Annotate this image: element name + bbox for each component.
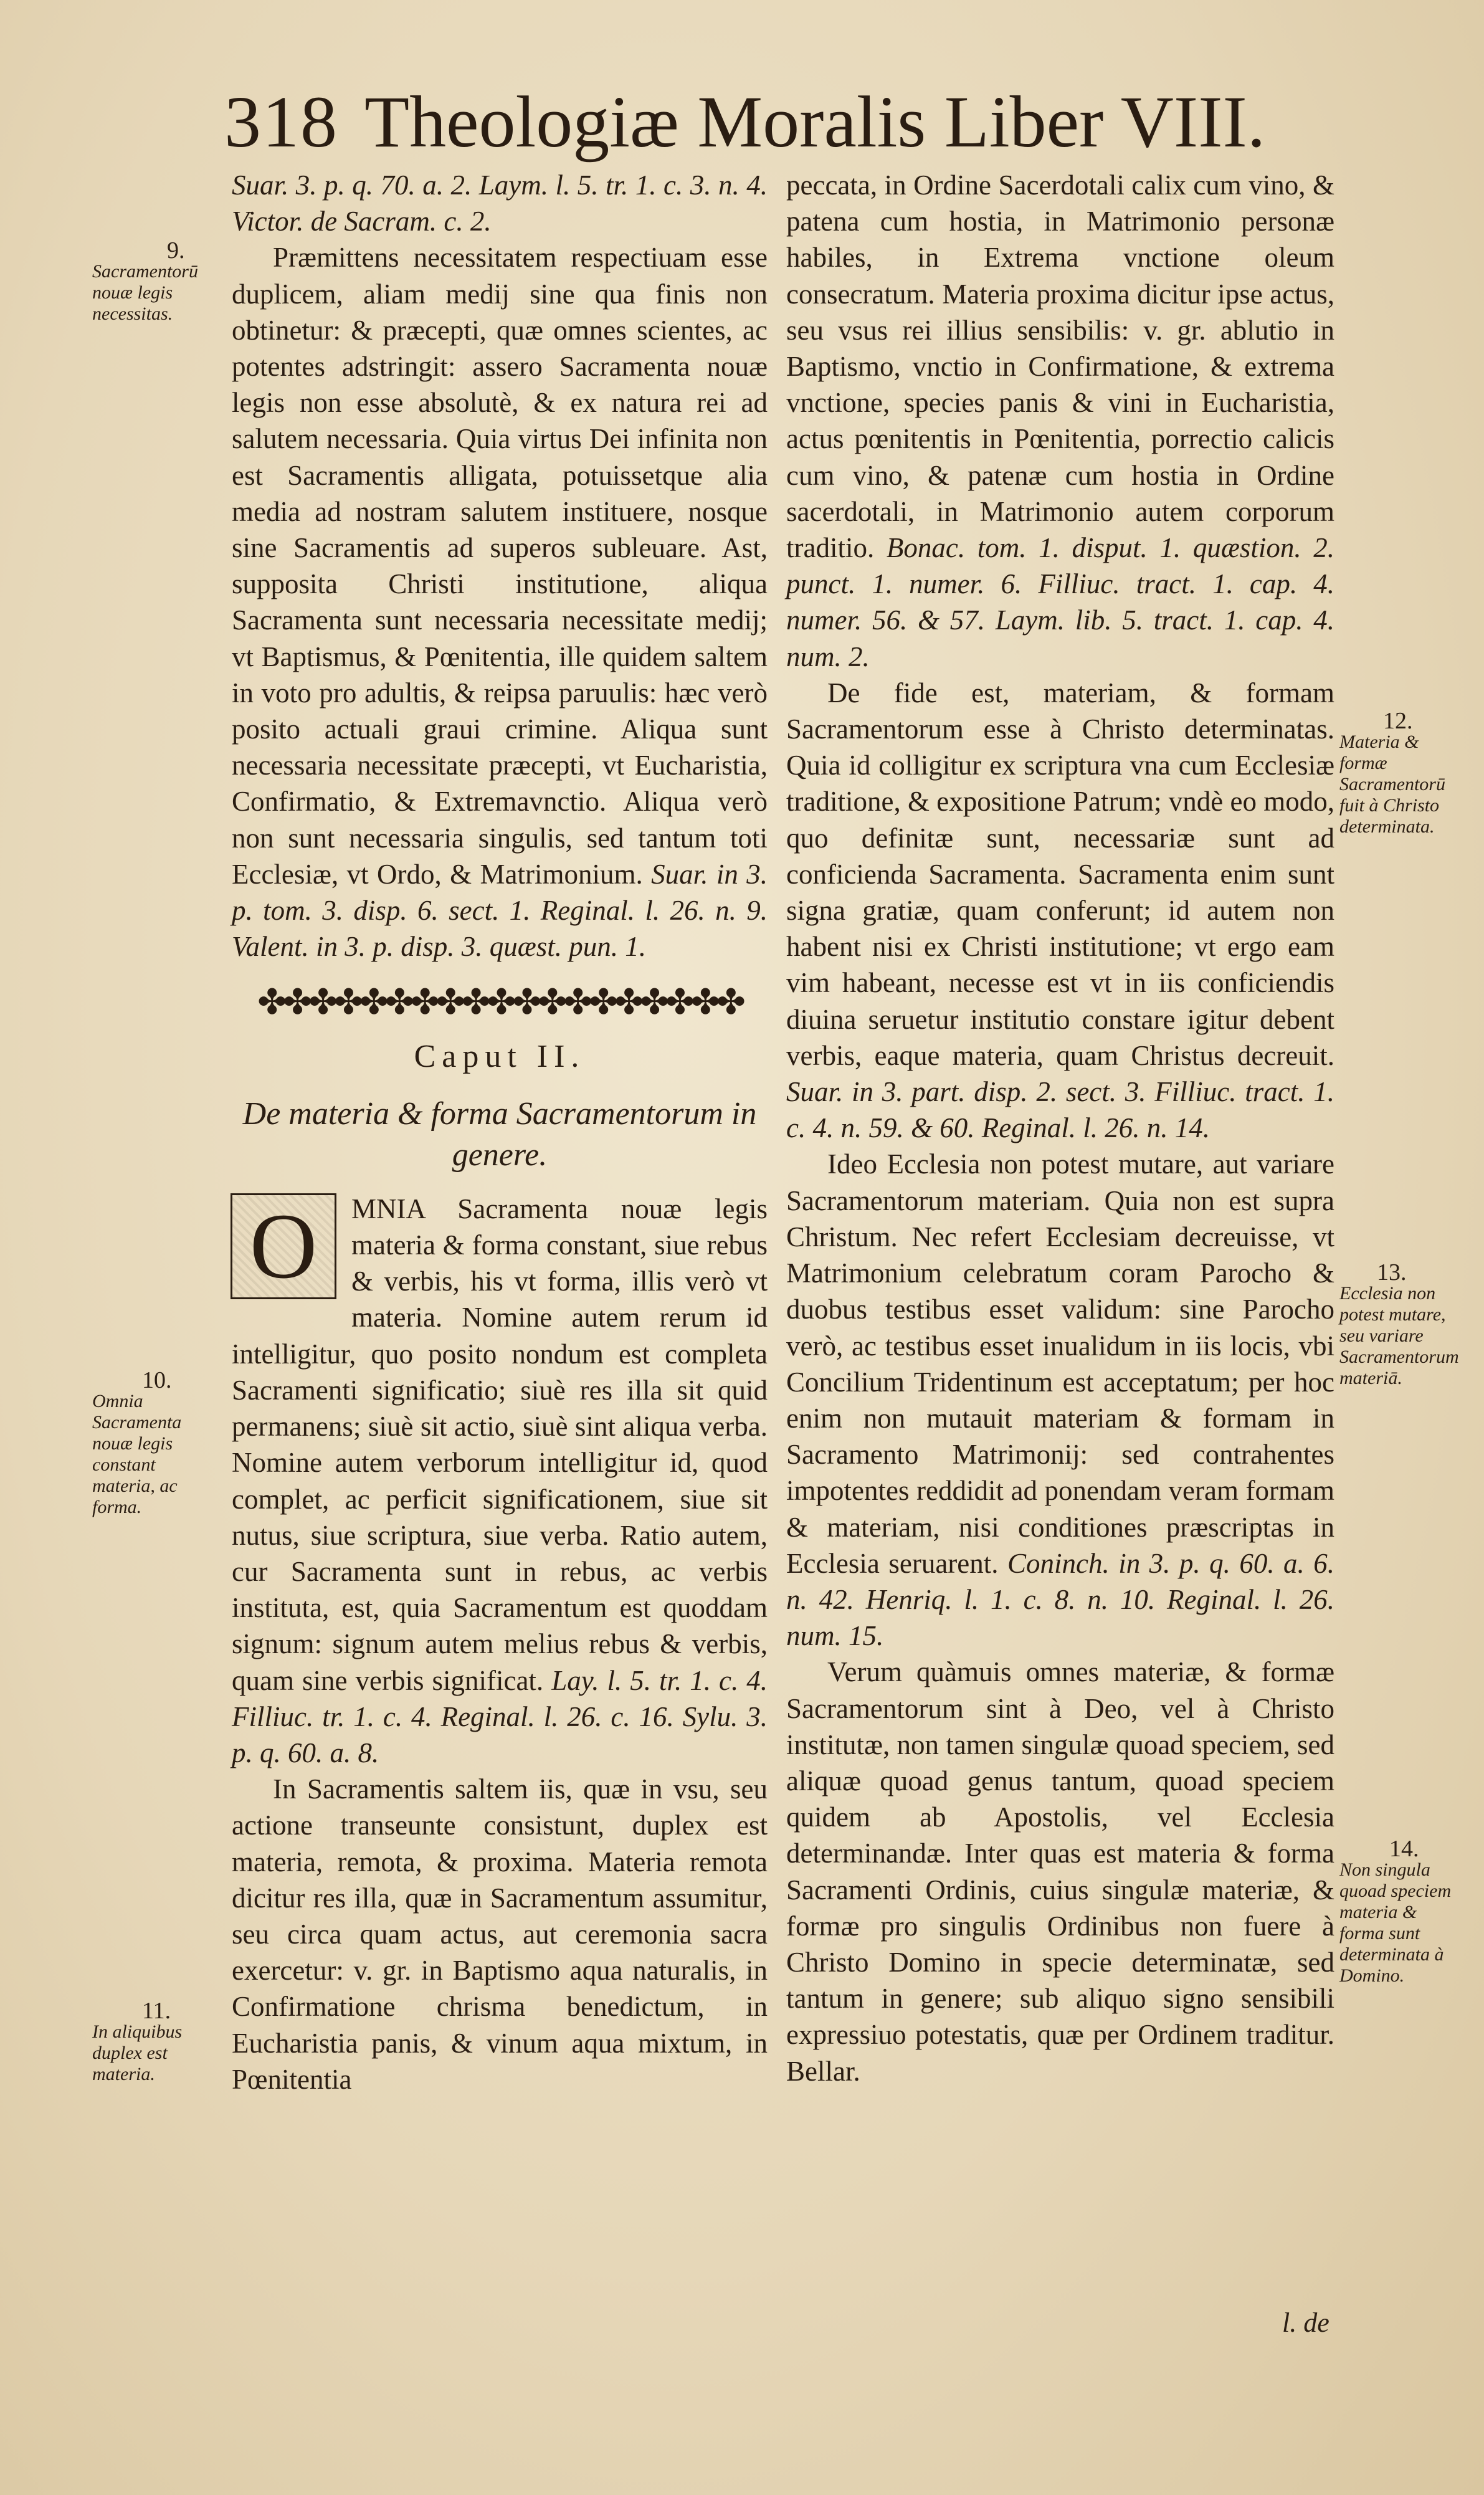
running-title: Theologiæ Moralis Liber VIII. — [364, 81, 1266, 163]
catchword: l. de — [1282, 2307, 1329, 2338]
margin-note-11 — [92, 2000, 217, 2085]
drop-cap — [231, 1193, 343, 1305]
margin-note-11-number: 11. — [142, 1998, 171, 2024]
paragraph-14: Verum quàmuis omnes materiæ, & formæ Sacramentorum sint à Deo, vel à Christo institutæ, non tamen singulæ quoad speciem, sed aliquæ quoad genus tantum, quoad speciem quidem ab Apostolis, vel Ecclesia determinandæ. Inter quas est materia & forma Sacramenti Ordinis, cuius singulæ materiæ, & formæ pro singulis Ordinibus non fuere à Christo Domino in specie determinatæ, sed tantum in genere; sub aliquo signo sensibili expressiuo potestatis, quæ per Ordinem traditur. Bellar. — [786, 1656, 1334, 2087]
margin-note-14 — [1339, 1838, 1464, 1987]
paragraph-12-citation: Suar. in 3. part. disp. 2. sect. 3. Filliuc. tract. 1. c. 4. n. 59. & 60. Reginal. l. 26. n. 14. — [786, 1076, 1334, 1144]
margin-note-14-text: Non singula quoad speciem materia & forma sunt determinata à Domino. — [1339, 1859, 1452, 1986]
margin-note-9 — [92, 237, 217, 325]
opening-citation: Suar. 3. p. q. 70. a. 2. Laym. l. 5. tr. 1. c. 3. n. 4. Victor. de Sacram. c. 2. — [232, 169, 768, 237]
margin-note-10-number: 10. — [142, 1367, 172, 1393]
left-column — [232, 167, 768, 2097]
continued-text: peccata, in Ordine Sacerdotali calix cum vino, & patena cum hostia, in Matrimonio personæ habiles, in Extrema vnctione oleum consecratum. Materia proxima dicitur ipse actus, seu vsus rei illius sensibilis: v. gr. ablutio in Baptismo, vnctio in Confirmatione, & extrema vnctione, species panis & vini in Eucharistia, actus pœnitentis in Pœnitentia, porrectio calicis cum vino, & patenæ cum hostia in Ordine sacerdotali, in Matrimonio autem corporum traditio. — [786, 169, 1334, 564]
paragraph-13-text: Ideo Ecclesia non potest mutare, aut variare Sacramentorum materiam. Quia non est supra Christum. Nec refert Ecclesiam decreuisse, vt Matrimonium celebratum coram Parocho & duobus testibus esset validum: sine Parocho verò, ac testibus esset inualidum in iis locis, vbi Concilium Tridentinum est acceptatum; per hoc enim non mutauit materiam & formam in Sacramento Matrimonij: sed contrahentes impotentes reddidit ad ponendam veram formam & materiam, nisi conditiones præscriptas in Ecclesia seruarent. — [786, 1148, 1334, 1579]
paragraph-12-text: De fide est, materiam, & formam Sacramentorum esse à Christo determinatas. Quia id colligitur ex scriptura vna cum Ecclesiæ traditione, & expositione Patrum; vndè eo modo, quo definitæ sunt, necessariæ sunt ad conficienda Sacramenta. Sacramenta enim sunt signa gratiæ, quam conferunt; id autem non habent nisi ex Christi institutione; vt ergo eam vim habeant, necesse est vt in iis conficiendis diuina seruetur institutio constare igitur debent verbis, eaque materia, quam Christus decreuit. — [786, 677, 1334, 1071]
margin-note-13 — [1339, 1259, 1464, 1389]
paragraph-9-citation: Suar. in 3. p. tom. 3. disp. 6. sect. 1. Reginal. l. 26. n. 9. Valent. in 3. p. disp. 3. quæst. pun. 1. — [232, 858, 768, 963]
initial-letter: O — [249, 1194, 318, 1298]
paragraph-10 — [232, 1191, 768, 1771]
paragraph-10-citation: Lay. l. 5. tr. 1. c. 4. Filliuc. tr. 1. c. 4. Reginal. l. 26. c. 16. Sylu. 3. p. q. 60. a. 8. — [232, 1664, 768, 1768]
paragraph-10-text: MNIA Sacramenta nouæ legis materia & forma constant, siue rebus & verbis, his vt forma, illis verò vt materia. Nomine autem rerum id intelligitur, quo posito nondum est completa Sacramenti significatio; siuè res illa sit quid permanens; siuè sit actio, siuè sint aliqua verba. Nomine autem verborum intelligitur id, quod complet, ac perficit significationem, siue sit nutus, siue scriptura, siue verba. Ratio autem, cur Sacramenta sunt in rebus, ac verbis instituta, est, quia Sacramentum est quoddam signum: signum autem melius rebus & verbis, quam sine verbis significat. — [232, 1193, 768, 1696]
continued-citation: Bonac. tom. 1. disput. 1. quæstion. 2. punct. 1. numer. 6. Filliuc. tract. 1. cap. 4. numer. 56. & 57. Laym. lib. 5. tract. 1. cap. 4. num. 2. — [786, 532, 1335, 672]
margin-note-12-number: 12. — [1383, 708, 1413, 734]
paragraph-13-citation: Coninch. in 3. p. q. 60. a. 6. n. 42. Henriq. l. 1. c. 8. n. 10. Reginal. l. 26. num. 15. — [786, 1547, 1334, 1652]
margin-note-13-number: 13. — [1377, 1259, 1407, 1286]
margin-note-12-text: Materia & formæ Sacramentorū fuit à Christo determinata. — [1339, 732, 1445, 837]
margin-note-11-text: In aliquibus duplex est materia. — [92, 2021, 183, 2084]
margin-note-13-text: Ecclesia non potest mutare, seu variare Sacramentorum materiā. — [1339, 1283, 1459, 1388]
chapter-heading: Caput II. — [414, 1038, 586, 1074]
paragraph-13 — [786, 1146, 1334, 1654]
margin-note-10-text: Omnia Sacramenta nouæ legis constant materia, ac forma. — [92, 1391, 182, 1517]
decorated-initial — [231, 1193, 336, 1299]
margin-note-12 — [1339, 710, 1464, 837]
paragraph-12 — [786, 675, 1334, 1147]
margin-note-10 — [92, 1367, 217, 1518]
paragraph-11: In Sacramentis saltem iis, quæ in vsu, seu actione transeunte consistunt, duplex est materia, remota, & proxima. Materia remota dicitur res illa, quæ in Sacramentum assumitur, seu circa quam actus, aut ceremonia sacra exercetur: v. gr. in Baptismo aqua naturalis, in Confirmatione chrisma benedictum, in Eucharistia panis, & vinum aqua mixtum, in Pœnitentia — [232, 1773, 768, 2095]
margin-note-9-text: Sacramentorū nouæ legis necessitas. — [92, 261, 198, 324]
ornament-divider: ✤✤✤✤✤✤✤✤✤✤✤✤✤✤✤✤✤✤✤ — [257, 983, 742, 1023]
page-header — [224, 80, 1283, 173]
margin-note-14-number: 14. — [1389, 1836, 1419, 1862]
margin-note-9-number: 9. — [167, 237, 185, 264]
page-number: 318 — [224, 81, 338, 163]
continued-paragraph — [786, 167, 1334, 675]
paragraph-9 — [232, 239, 768, 965]
chapter-title: De materia & forma Sacramentorum in genere. — [242, 1095, 757, 1173]
right-column — [786, 167, 1334, 2089]
paragraph-9-text: Præmittens necessitatem respectiuam esse duplicem, aliam medij sine qua finis non obtinetur: & præcepti, quæ omnes scientes, ac potentes adstringit: assero Sacramenta nouæ legis non esse absolutè, & ex natura rei ad salutem necessaria. Quia virtus Dei infinita non est Sacramentis alligata, potuissetque alia media ad nostram salutem instituere, nosque sine Sacramentis ad superos subleuare. Ast, supposita Christi institutione, aliqua Sacramenta sunt necessaria necessitate medij; vt Baptismus, & Pœnitentia, ille quidem saltem in voto pro adultis, & reipsa paruulis: hæc verò posito actuali graui crimine. Aliqua sunt necessaria necessitate præcepti, vt Eucharistia, Confirmatio, & Extremavnctio. Aliqua verò non sunt necessaria singulis, sed tantum toti Ecclesiæ, vt Ordo, & Matrimonium. — [232, 242, 768, 890]
